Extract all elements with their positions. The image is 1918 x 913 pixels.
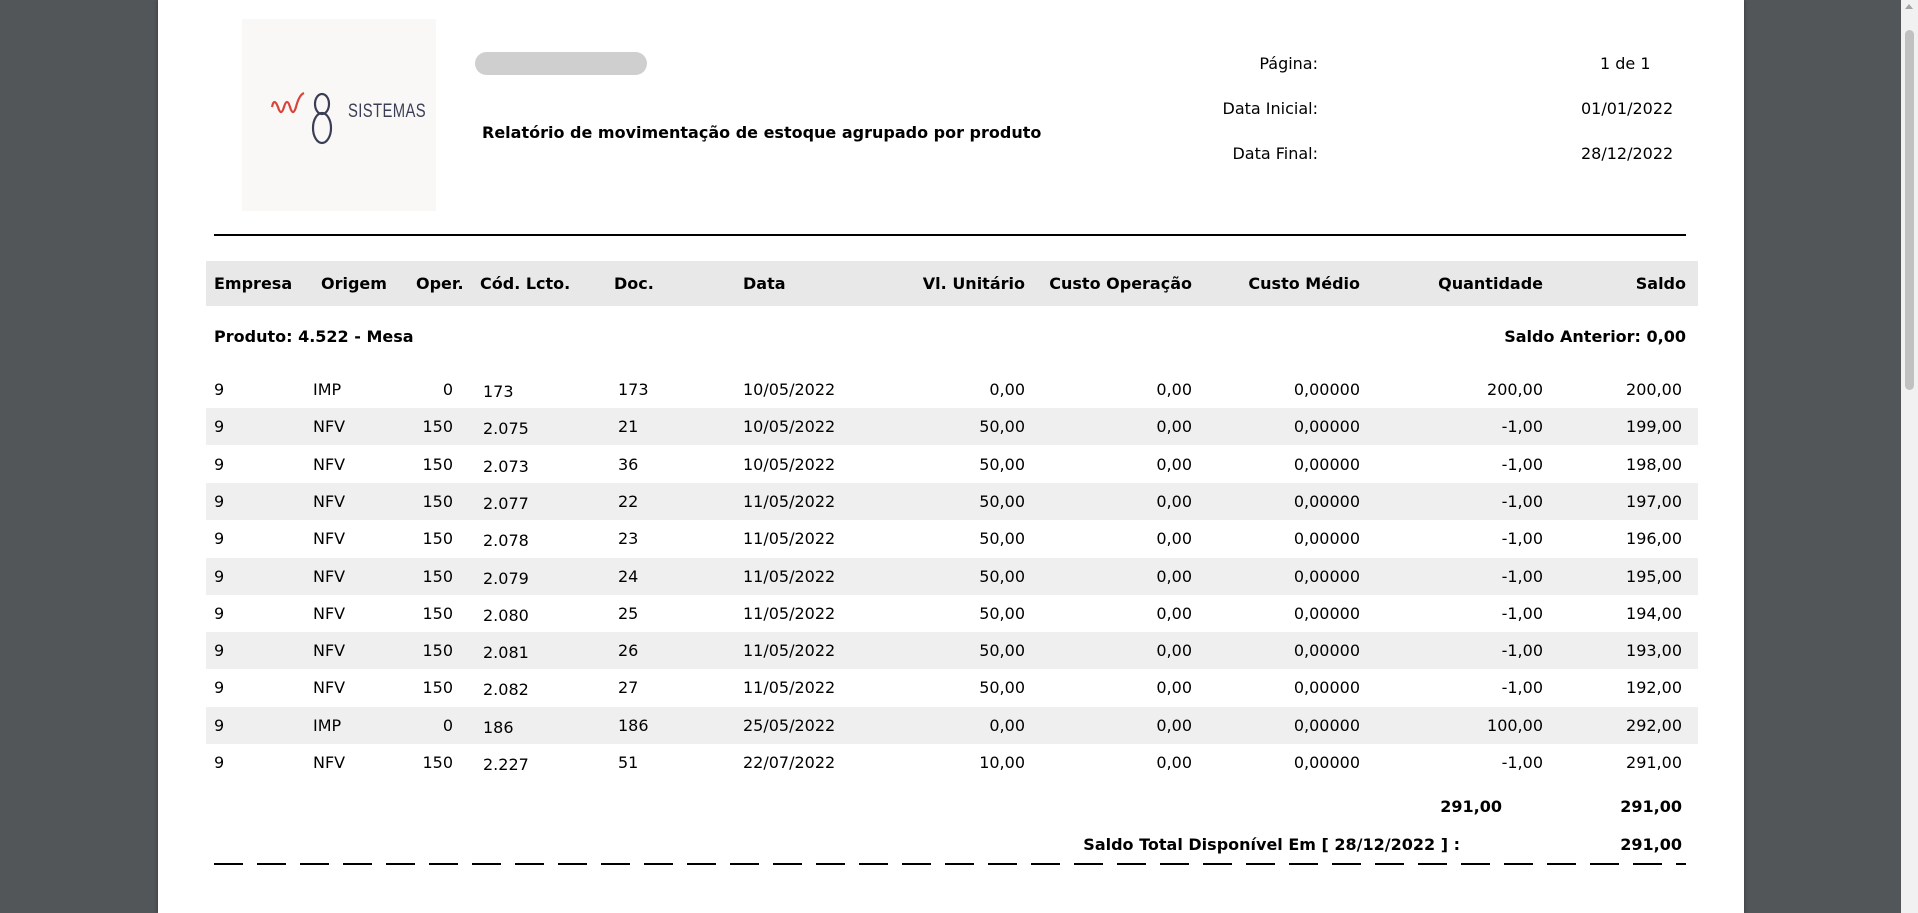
cell-origem: IMP xyxy=(313,715,342,735)
col-saldo: Saldo xyxy=(1635,274,1686,293)
cell-vl-unitario: 50,00 xyxy=(979,491,1025,511)
vertical-scrollbar[interactable] xyxy=(1901,0,1918,913)
col-empresa: Empresa xyxy=(214,274,293,293)
col-vl-unitario: Vl. Unitário xyxy=(922,274,1025,293)
logo-text: SISTEMAS xyxy=(348,101,427,122)
cell-vl-unitario: 50,00 xyxy=(979,454,1025,474)
cell-vl-unitario: 10,00 xyxy=(979,753,1025,772)
col-custo-operacao: Custo Operação xyxy=(1049,274,1192,293)
cell-saldo: 198,00 xyxy=(1626,454,1682,474)
cell-quantidade: -1,00 xyxy=(1501,529,1543,549)
data-inicial-label: Data Inicial: xyxy=(1222,99,1318,118)
cell-custo-operacao: 0,00 xyxy=(1156,417,1192,437)
cell-custo-medio: 0,00000 xyxy=(1293,491,1360,511)
cell-oper: 150 xyxy=(422,454,453,474)
cell-empresa: 9 xyxy=(214,641,225,661)
table-row xyxy=(206,483,1698,520)
pagina-label: Página: xyxy=(1259,54,1318,73)
cell-data: 10/05/2022 xyxy=(743,417,836,437)
table-row xyxy=(206,595,1698,632)
company-logo xyxy=(242,19,436,211)
col-oper: Oper. xyxy=(416,274,464,293)
cell-data: 11/05/2022 xyxy=(743,529,836,549)
col-data: Data xyxy=(743,274,786,293)
cell-custo-operacao: 0,00 xyxy=(1156,603,1192,623)
pagina-value: 1 de 1 xyxy=(1600,54,1651,73)
cell-empresa: 9 xyxy=(214,753,225,772)
cell-data: 11/05/2022 xyxy=(743,603,836,623)
cell-saldo: 194,00 xyxy=(1626,603,1682,623)
cell-cod-lcto: 2.078 xyxy=(483,531,529,551)
cell-doc: 24 xyxy=(618,566,639,586)
cell-vl-unitario: 0,00 xyxy=(989,715,1025,735)
cell-saldo: 196,00 xyxy=(1626,529,1682,549)
cell-empresa: 9 xyxy=(214,417,225,437)
total-saldo: 291,00 xyxy=(1620,797,1682,816)
cell-custo-medio: 0,00000 xyxy=(1293,417,1360,437)
report-page xyxy=(158,0,1744,913)
cell-oper: 0 xyxy=(442,380,453,399)
cell-data: 25/05/2022 xyxy=(743,715,836,735)
footer-dashed-divider xyxy=(214,863,1686,865)
cell-doc: 173 xyxy=(618,380,649,399)
table-row xyxy=(206,744,1698,781)
cell-oper: 150 xyxy=(422,603,453,623)
cell-custo-medio: 0,00000 xyxy=(1293,678,1360,698)
cell-data: 11/05/2022 xyxy=(743,566,836,586)
cell-empresa: 9 xyxy=(214,454,225,474)
cell-doc: 36 xyxy=(618,454,639,474)
cell-custo-operacao: 0,00 xyxy=(1156,454,1192,474)
cell-cod-lcto: 2.079 xyxy=(483,568,529,588)
scroll-up-arrow-icon[interactable] xyxy=(1905,4,1913,9)
cell-saldo: 195,00 xyxy=(1626,566,1682,586)
cell-cod-lcto: 2.080 xyxy=(483,605,529,625)
cell-origem: NFV xyxy=(313,529,346,549)
data-final-label: Data Final: xyxy=(1232,144,1318,163)
saldo-total-value: 291,00 xyxy=(1620,835,1682,854)
cell-saldo: 292,00 xyxy=(1626,715,1682,735)
cell-cod-lcto: 2.073 xyxy=(483,456,529,476)
cell-cod-lcto: 186 xyxy=(483,717,514,737)
cell-saldo: 200,00 xyxy=(1626,380,1682,399)
cell-doc: 26 xyxy=(618,641,639,661)
cell-oper: 0 xyxy=(442,715,453,735)
table-row xyxy=(206,446,1698,483)
cell-empresa: 9 xyxy=(214,566,225,586)
cell-saldo: 192,00 xyxy=(1626,678,1682,698)
cell-saldo: 199,00 xyxy=(1626,417,1682,437)
cell-quantidade: -1,00 xyxy=(1501,454,1543,474)
cell-vl-unitario: 50,00 xyxy=(979,678,1025,698)
cell-custo-medio: 0,00000 xyxy=(1293,641,1360,661)
table-row xyxy=(206,520,1698,557)
cell-oper: 150 xyxy=(422,491,453,511)
cell-origem: NFV xyxy=(313,603,346,623)
report-title: Relatório de movimentação de estoque agrupado por produto xyxy=(482,123,1042,142)
table-row xyxy=(206,632,1698,669)
cell-vl-unitario: 50,00 xyxy=(979,566,1025,586)
cell-vl-unitario: 50,00 xyxy=(979,641,1025,661)
header-divider xyxy=(214,234,1686,236)
cell-doc: 22 xyxy=(618,491,639,511)
cell-custo-operacao: 0,00 xyxy=(1156,566,1192,586)
total-quantidade: 291,00 xyxy=(1440,797,1502,816)
cell-origem: NFV xyxy=(313,491,346,511)
cell-quantidade: -1,00 xyxy=(1501,603,1543,623)
cell-quantidade: 100,00 xyxy=(1487,715,1543,735)
cell-data: 10/05/2022 xyxy=(743,454,836,474)
cell-custo-medio: 0,00000 xyxy=(1293,603,1360,623)
cell-empresa: 9 xyxy=(214,491,225,511)
cell-custo-medio: 0,00000 xyxy=(1293,454,1360,474)
cell-cod-lcto: 173 xyxy=(483,382,514,401)
cell-oper: 150 xyxy=(422,566,453,586)
table-row xyxy=(206,558,1698,595)
cell-vl-unitario: 0,00 xyxy=(989,380,1025,399)
cell-vl-unitario: 50,00 xyxy=(979,529,1025,549)
cell-quantidade: 200,00 xyxy=(1487,380,1543,399)
col-doc: Doc. xyxy=(614,274,654,293)
cell-oper: 150 xyxy=(422,417,453,437)
table-row xyxy=(206,707,1698,744)
cell-doc: 51 xyxy=(618,753,639,772)
scroll-thumb[interactable] xyxy=(1905,30,1914,390)
cell-data: 11/05/2022 xyxy=(743,641,836,661)
table-header xyxy=(206,261,1698,306)
cell-doc: 27 xyxy=(618,678,639,698)
col-origem: Origem xyxy=(321,274,387,293)
cell-vl-unitario: 50,00 xyxy=(979,603,1025,623)
cell-oper: 150 xyxy=(422,641,453,661)
col-quantidade: Quantidade xyxy=(1438,274,1543,293)
table-row xyxy=(206,371,1698,408)
cell-quantidade: -1,00 xyxy=(1501,641,1543,661)
cell-oper: 150 xyxy=(422,529,453,549)
cell-empresa: 9 xyxy=(214,715,225,735)
cell-cod-lcto: 2.077 xyxy=(483,493,529,513)
cell-doc: 23 xyxy=(618,529,639,549)
cell-quantidade: -1,00 xyxy=(1501,491,1543,511)
cell-quantidade: -1,00 xyxy=(1501,678,1543,698)
cell-empresa: 9 xyxy=(214,603,225,623)
cell-cod-lcto: 2.081 xyxy=(483,643,529,663)
saldo-anterior: Saldo Anterior: 0,00 xyxy=(1504,327,1686,346)
cell-origem: NFV xyxy=(313,678,346,698)
cell-origem: NFV xyxy=(313,566,346,586)
cell-doc: 25 xyxy=(618,603,639,623)
cell-custo-operacao: 0,00 xyxy=(1156,491,1192,511)
cell-origem: NFV xyxy=(313,641,346,661)
table-row xyxy=(206,669,1698,706)
cell-custo-medio: 0,00000 xyxy=(1293,715,1360,735)
cell-custo-operacao: 0,00 xyxy=(1156,380,1192,399)
col-custo-medio: Custo Médio xyxy=(1248,274,1360,293)
cell-vl-unitario: 50,00 xyxy=(979,417,1025,437)
table-row xyxy=(206,408,1698,445)
cell-empresa: 9 xyxy=(214,678,225,698)
cell-custo-medio: 0,00000 xyxy=(1293,753,1360,772)
cell-quantidade: -1,00 xyxy=(1501,566,1543,586)
cell-cod-lcto: 2.227 xyxy=(483,755,529,774)
cell-oper: 150 xyxy=(422,678,453,698)
cell-data: 22/07/2022 xyxy=(743,753,836,772)
cell-cod-lcto: 2.075 xyxy=(483,419,529,439)
cell-custo-operacao: 0,00 xyxy=(1156,678,1192,698)
cell-saldo: 291,00 xyxy=(1626,753,1682,772)
cell-origem: IMP xyxy=(313,380,342,399)
saldo-total-label: Saldo Total Disponível Em [ 28/12/2022 ] : xyxy=(1083,835,1460,854)
cell-cod-lcto: 2.082 xyxy=(483,680,529,700)
cell-custo-operacao: 0,00 xyxy=(1156,715,1192,735)
redacted-company-name xyxy=(475,52,647,75)
cell-quantidade: -1,00 xyxy=(1501,753,1543,772)
cell-data: 10/05/2022 xyxy=(743,380,836,399)
cell-data: 11/05/2022 xyxy=(743,678,836,698)
cell-saldo: 193,00 xyxy=(1626,641,1682,661)
data-final-value: 28/12/2022 xyxy=(1581,144,1674,163)
cell-origem: NFV xyxy=(313,454,346,474)
cell-saldo: 197,00 xyxy=(1626,491,1682,511)
cell-custo-medio: 0,00000 xyxy=(1293,566,1360,586)
col-cod-lcto: Cód. Lcto. xyxy=(480,274,571,293)
cell-custo-medio: 0,00000 xyxy=(1293,529,1360,549)
cell-doc: 186 xyxy=(618,715,649,735)
cell-custo-operacao: 0,00 xyxy=(1156,641,1192,661)
cell-origem: NFV xyxy=(313,753,346,772)
cell-oper: 150 xyxy=(422,753,453,772)
cell-data: 11/05/2022 xyxy=(743,491,836,511)
cell-custo-operacao: 0,00 xyxy=(1156,753,1192,772)
cell-empresa: 9 xyxy=(214,380,225,399)
data-inicial-value: 01/01/2022 xyxy=(1581,99,1674,118)
cell-custo-medio: 0,00000 xyxy=(1293,380,1360,399)
cell-custo-operacao: 0,00 xyxy=(1156,529,1192,549)
cell-origem: NFV xyxy=(313,417,346,437)
cell-quantidade: -1,00 xyxy=(1501,417,1543,437)
product-label: Produto: 4.522 - Mesa xyxy=(214,327,414,346)
cell-empresa: 9 xyxy=(214,529,225,549)
cell-doc: 21 xyxy=(618,417,639,437)
